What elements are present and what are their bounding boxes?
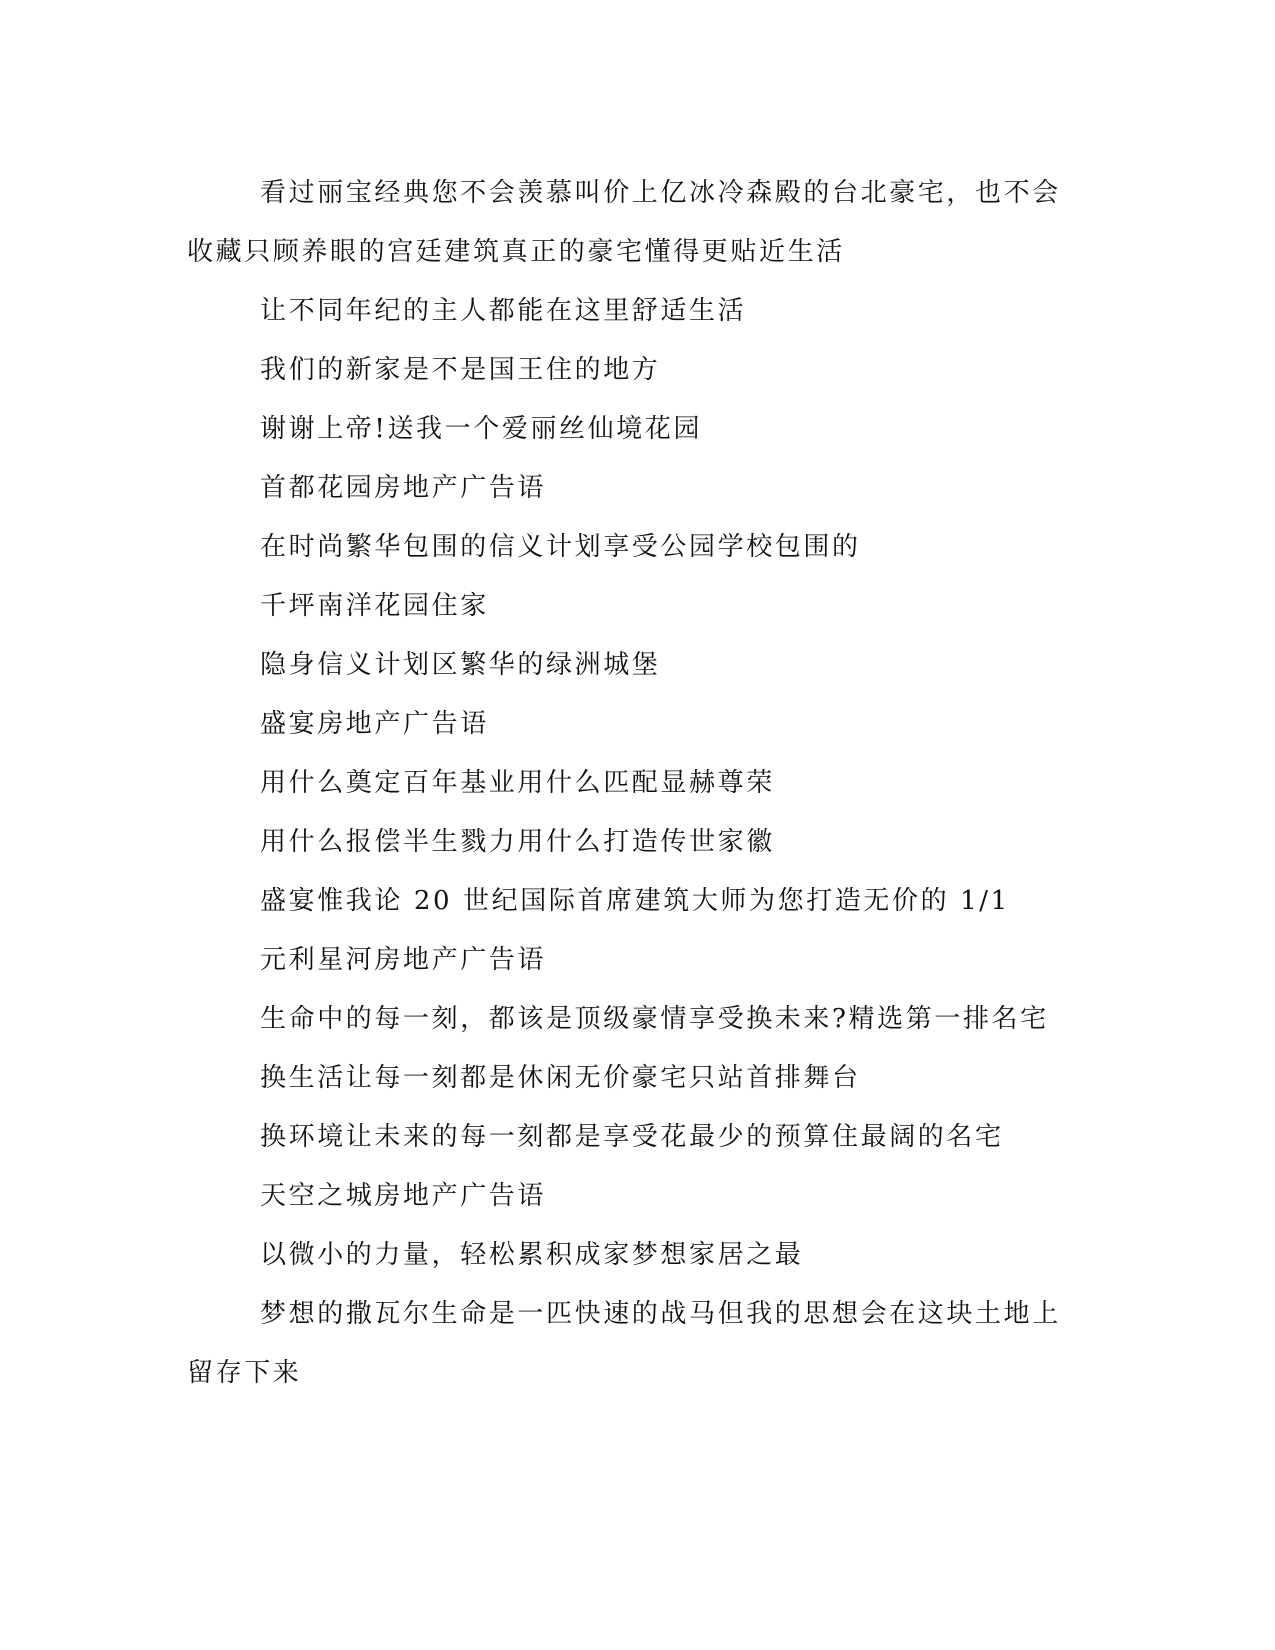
heading-sky-city: 天空之城房地产广告语 xyxy=(260,1181,547,1211)
paragraph-14: 生命中的每一刻，都该是顶级豪情享受换未来?精选第一排名宅 xyxy=(260,1004,1049,1034)
paragraph-19: 梦想的撒瓦尔生命是一匹快速的战马但我的思想会在这块土地上留存下来 xyxy=(187,1299,1061,1388)
paragraph-16: 换环境让未来的每一刻都是享受花最少的预算住最阔的名宅 xyxy=(260,1122,1004,1152)
paragraph-7: 千坪南洋花园住家 xyxy=(260,591,489,621)
heading-capital-garden: 首都花园房地产广告语 xyxy=(260,473,547,503)
paragraph-11: 用什么报偿半生戮力用什么打造传世家徽 xyxy=(260,827,775,857)
paragraph-15: 换生活让每一刻都是休闲无价豪宅只站首排舞台 xyxy=(260,1063,861,1093)
paragraph-12: 盛宴惟我论 20 世纪国际首席建筑大师为您打造无价的 1/1 xyxy=(260,886,1010,916)
heading-yuanli-xinghe: 元利星河房地产广告语 xyxy=(260,945,547,975)
paragraph-8: 隐身信义计划区繁华的绿洲城堡 xyxy=(260,650,661,680)
paragraph-4: 谢谢上帝!送我一个爱丽丝仙境花园 xyxy=(260,414,703,444)
document-body xyxy=(187,164,1067,1403)
paragraph-1: 看过丽宝经典您不会羡慕叫价上亿冰冷森殿的台北豪宅，也不会收藏只顾养眼的宫廷建筑真正的豪宅懂得更贴近生活 xyxy=(187,178,1061,267)
paragraph-18: 以微小的力量，轻松累积成家梦想家居之最 xyxy=(260,1240,804,1270)
paragraph-3: 我们的新家是不是国王住的地方 xyxy=(260,355,661,385)
paragraph-6: 在时尚繁华包围的信义计划享受公园学校包围的 xyxy=(260,532,861,562)
paragraph-10: 用什么奠定百年基业用什么匹配显赫尊荣 xyxy=(260,768,775,798)
heading-shengyan: 盛宴房地产广告语 xyxy=(260,709,489,739)
paragraph-2: 让不同年纪的主人都能在这里舒适生活 xyxy=(260,296,747,326)
